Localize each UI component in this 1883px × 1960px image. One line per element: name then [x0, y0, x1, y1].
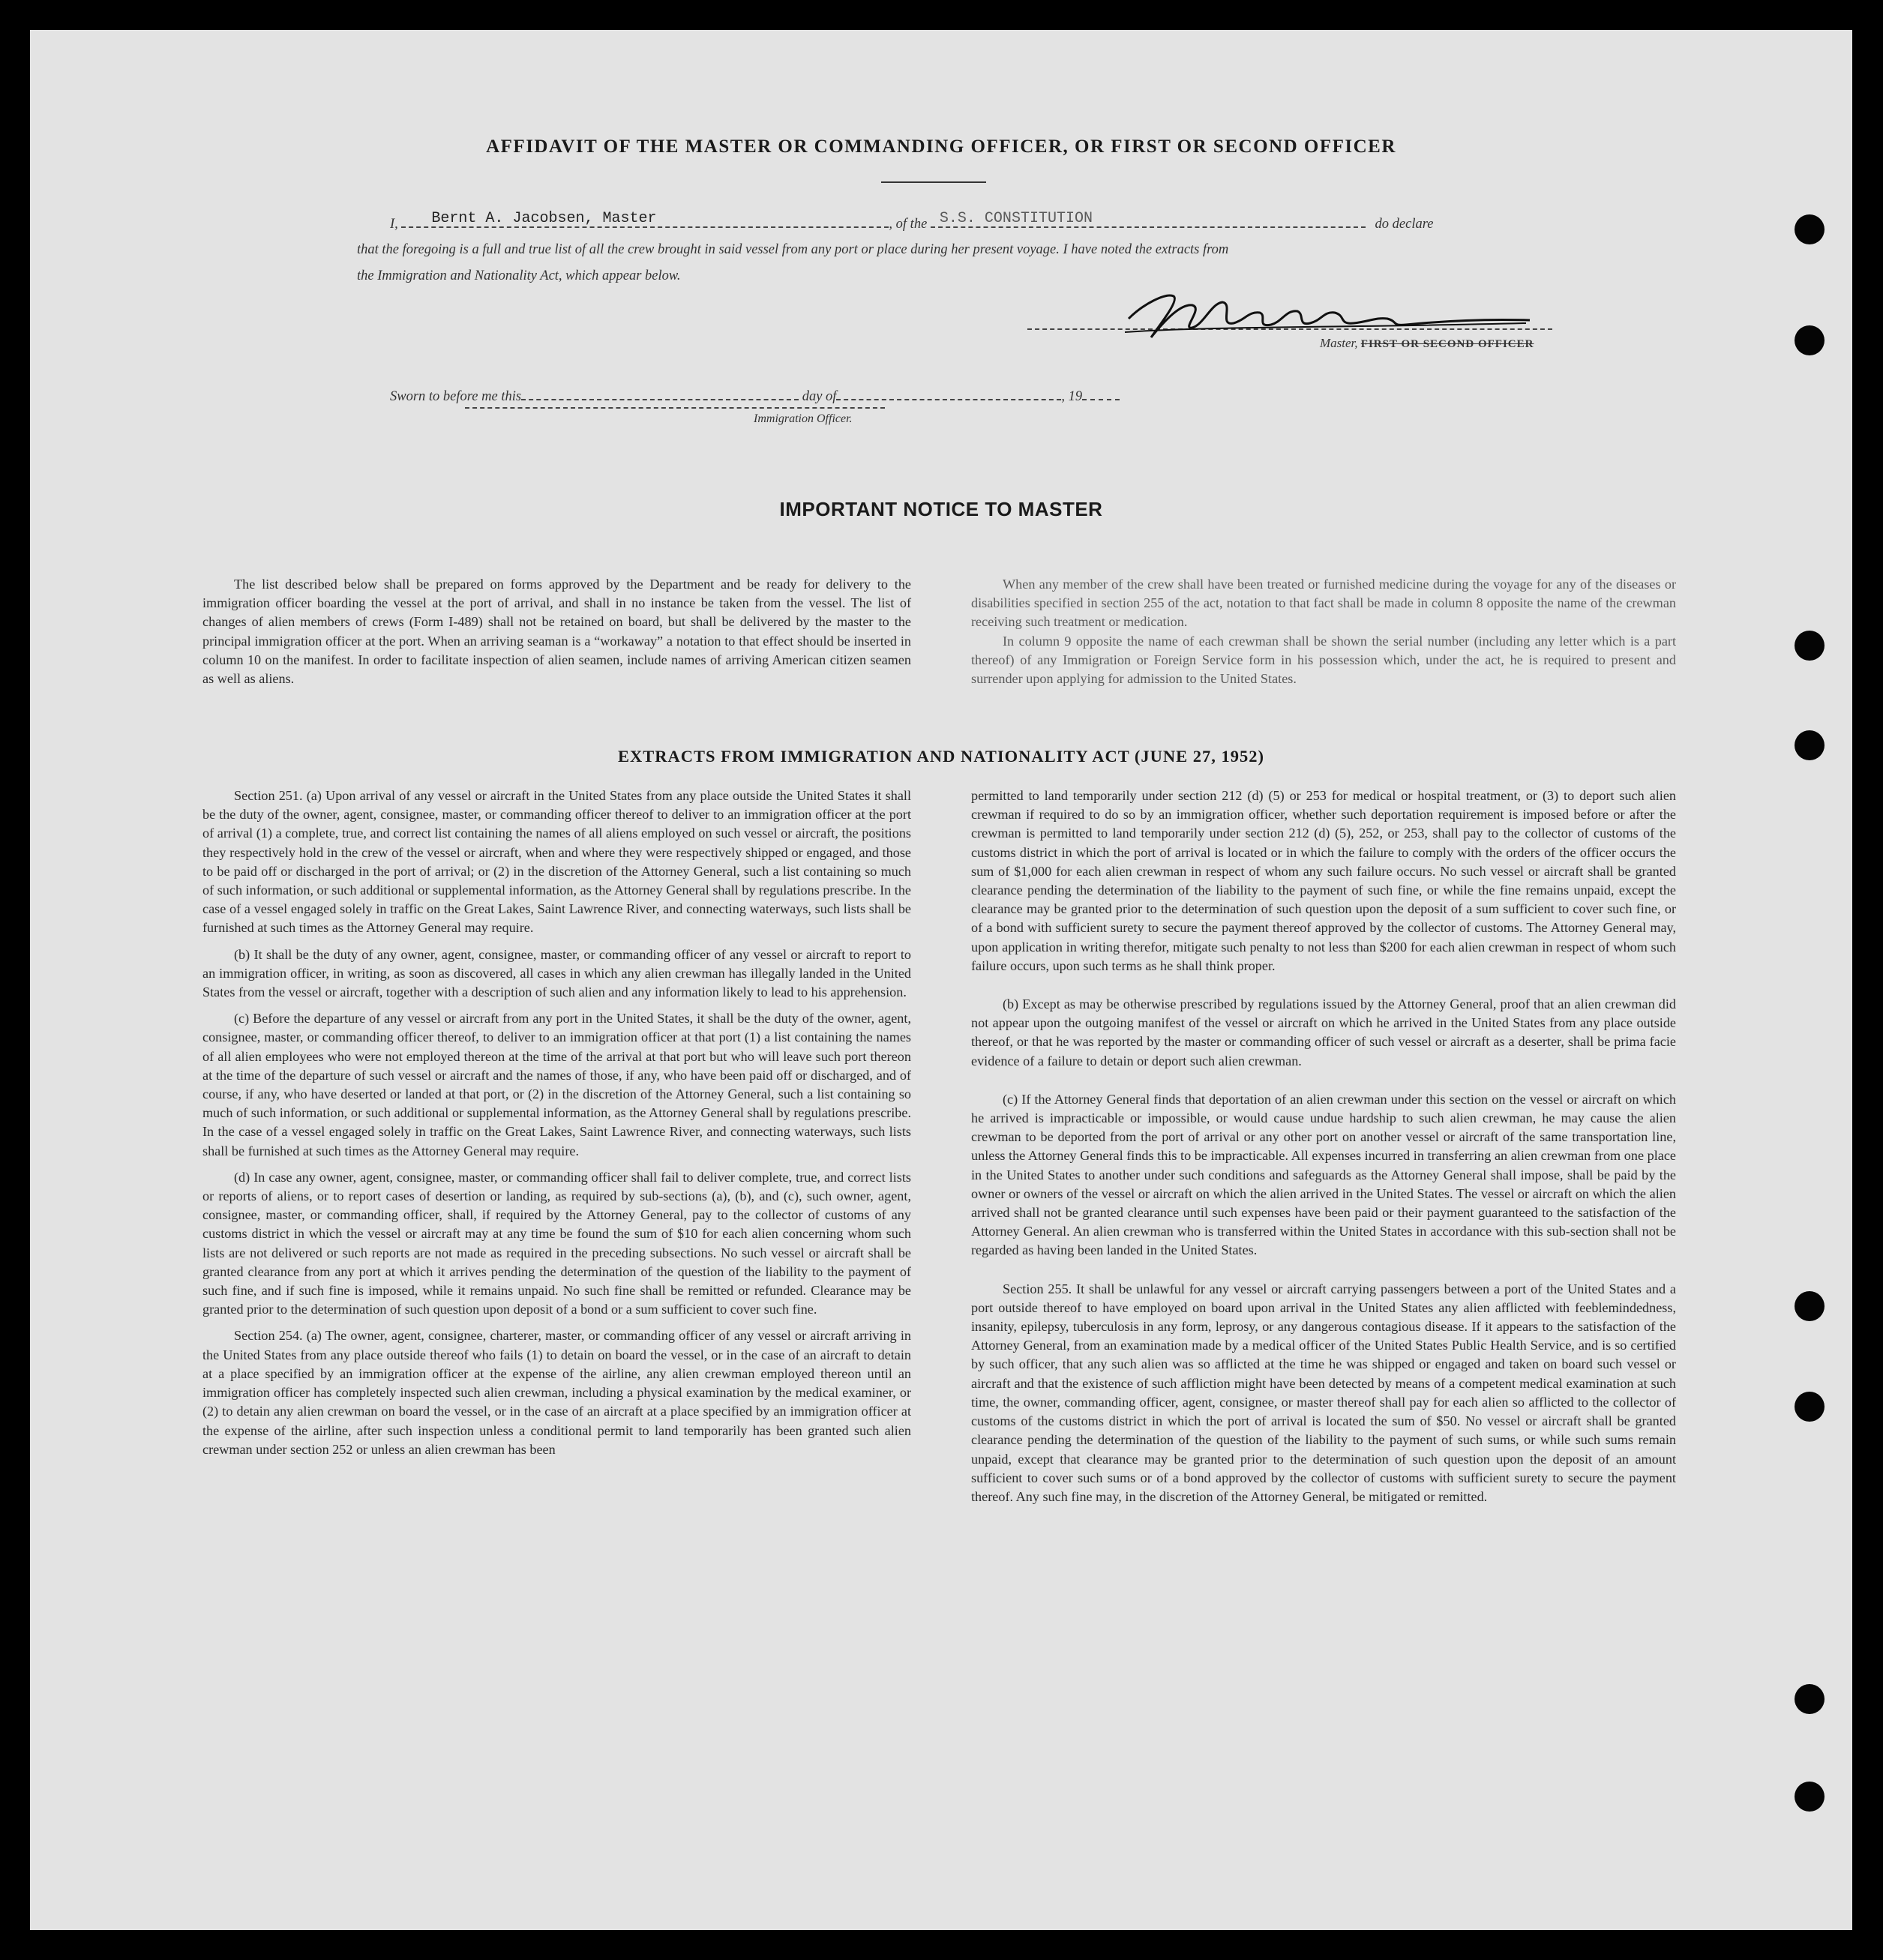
notice-paragraph: In column 9 opposite the name of each crewman shall be shown the serial number (including any letter which is a part thereof) of any Immigration or Foreign Service form in his possession which, under the act, he is required to present and surrender upon applying for admission to the United States.	[971, 633, 1676, 687]
extracts-right-column	[971, 787, 1676, 1514]
master-name: Bernt A. Jacobsen, Master	[431, 210, 657, 227]
vessel-name-field	[931, 210, 1366, 228]
extract-paragraph: (c) Before the departure of any vessel or aircraft from any port in the United States, it shall be the duty of the owner, agent, consignee, master, or commanding officer thereof, to deliver to an immigration officer at that port (1) a list containing the names of all alien employees who were not employed thereon at the time of the arrival at that port but who will leave such port thereon at the time of the departure of such vessel or aircraft and the names of those, if any, who have been paid off or discharged, and of course, if any, who have deserted or landed at that port, or (2) in the discretion of the Attorney General, such a list containing so much of such information, or such additional or supplemental information, as the Attorney General shall by regulations prescribe. In the case of a vessel engaged solely in traffic on the Great Lakes, Saint Lawrence River, and connecting waterways, such lists shall be furnished at such times as the Attorney General may require.	[202, 1011, 911, 1158]
sworn-year-field	[1082, 388, 1120, 400]
punch-hole	[1795, 325, 1825, 355]
extract-paragraph: Section 251. (a) Upon arrival of any vessel or aircraft in the United States from any place outside the United States it shall be the duty of the owner, agent, consignee, master, or commanding officer thereof to deliver to an immigration officer at the port of arrival (1) a complete, true, and correct list containing the names of all aliens employed on such vessel or aircraft, the positions they respectively hold in the crew of the vessel or aircraft, when and where they were respectively shipped or engaged, and those to be paid off or discharged in the port of arrival; or (2) in the discretion of the Attorney General, such a list containing so much of such information, or such additional or supplemental information, as the Attorney General shall by regulations prescribe. In the case of a vessel engaged solely in traffic on the Great Lakes, Saint Lawrence River, and connecting waterways, such lists shall be furnished at such times as the Attorney General may require.	[202, 788, 911, 936]
punch-hole	[1795, 631, 1825, 661]
statement-line-2: the Immigration and Nationality Act, which appear below.	[357, 268, 681, 283]
immigration-officer-line	[465, 407, 885, 409]
sworn-label: Sworn to before me this	[390, 389, 522, 404]
notice-right-column	[971, 575, 1676, 696]
vessel-name: S.S. CONSTITUTION	[939, 210, 1093, 227]
year-label: , 19	[1061, 389, 1083, 404]
extract-paragraph: permitted to land temporarily under section 212 (d) (5) or 253 for medical or hospital treatment, or (3) to deport such alien crewman if required to do so by an immigration officer, whether such deportation requirement is imposed before or after the crewman is permitted to land temporarily under section 212 (d) (5), 252, or 253, shall pay to the collector of customs of the customs district in which the port of arrival is located or in which the failure to comply with the orders of the officer occurs the sum of $1,000 for each alien crewman in respect of whom any such failure occurs. No such vessel or aircraft shall be granted clearance pending the determination of the liability to the payment of such fine, or while the fine remains unpaid, except the clearance may be granted prior to the determination of such question upon the deposit of a sum sufficient to cover such fine, or of a bond with sufficient surety to secure the payment thereof approved by the collector of customs. The Attorney General may, upon application in writing therefor, mitigate such penalty to not less than $200 for each alien crewman in respect of whom such failure occurs, upon such terms as he shall think proper.	[971, 788, 1676, 973]
punch-hole	[1795, 1392, 1825, 1422]
title-divider	[881, 181, 986, 183]
struck-officer-caption: FIRST OR SECOND OFFICER	[1360, 338, 1534, 350]
extract-paragraph: (b) Except as may be otherwise prescribed by regulations issued by the Attorney General, proof that an alien crewman did not appear upon the outgoing manifest of the vessel or aircraft on which he arrived in the United States from any place outside thereof, or that he was reported by the master or commanding officer of such vessel or aircraft as a deserter, shall be prima facie evidence of a failure to detain or deport such alien crewman.	[971, 996, 1676, 1068]
notice-left-column	[202, 575, 911, 696]
document-page	[30, 30, 1852, 1930]
extract-paragraph: (b) It shall be the duty of any owner, agent, consignee, master, or commanding officer of any vessel or aircraft to report to an immigration officer, in writing, as soon as discovered, all cases in which any alien crewman has illegally landed in the United States from the vessel or aircraft, together with a description of such alien and any information likely to lead to his apprehension.	[202, 946, 911, 1000]
master-name-field	[401, 210, 889, 228]
extract-paragraph: (c) If the Attorney General finds that deportation of an alien crewman under this section on the vessel or aircraft on which he arrived is impracticable or impossible, or would cause undue hardship to such alien crewman, he may cause the alien crewman to be deported from the port of arrival or any other port on another vessel or aircraft of the same transportation line, unless the Attorney General finds this to be impracticable. All expenses incurred in transferring an alien crewman from one place in the United States to another under such conditions and safeguards as the Attorney General shall impose, shall be paid by the owner or owners of the vessel or aircraft on which the alien arrived in the United States. The vessel or aircraft on which the alien arrived shall not be granted clearance until such expenses have been paid or their payment guaranteed to the satisfaction of the Attorney General. An alien crewman who is transferred within the United States in accordance with this sub-section shall not be regarded as having been landed in the United States.	[971, 1091, 1676, 1258]
sworn-line	[390, 388, 1120, 405]
extracts-left-column	[202, 787, 911, 1467]
extract-paragraph: (d) In case any owner, agent, consignee, master, or commanding officer shall fail to deliver complete, true, and correct lists or reports of aliens, or to report cases of desertion or landing, as required by sub-sections (a), (b), and (c), such owner, agent, consignee, master, or commanding officer, shall, if required by the Attorney General, pay to the collector of customs of any customs district in which the vessel or aircraft may at any time be found the sum of $10 for each alien concerning whom such lists are not delivered or such reports are not made as required in the preceding subsections. No such vessel or aircraft shall be granted clearance from any port at which it arrives pending the determination of the question of the liability to the payment of such fine, and if such fine is imposed, while it remains unpaid. No such fine shall be remitted or refunded. Clearance may be granted prior to the determination of such question upon deposit of a bond or a sum sufficient to cover such fine.	[202, 1169, 911, 1317]
declaration-line	[390, 210, 1434, 232]
i-label: I,	[390, 217, 398, 232]
extracts-title: EXTRACTS FROM IMMIGRATION AND NATIONALITY ACT (JUNE 27, 1952)	[617, 747, 1265, 766]
extract-paragraph: Section 254. (a) The owner, agent, consignee, charterer, master, or commanding officer of any vessel or aircraft arriving in the United States from any place outside thereof who fails (1) to detain on board the vessel, or in the case of an aircraft to detain at a place specified by an immigration officer at the expense of the airline, any alien crewman employed thereon until an immigration officer has completely inspected such alien crewman, including a physical examination by the medical examiner, or (2) to detain any alien crewman on board the vessel, or in the case of an aircraft at a place specified by an immigration officer at the expense of the airline, after such inspection unless a conditional permit to land temporarily has been granted such alien crewman under section 252 or unless an alien crewman has been	[202, 1328, 911, 1457]
sworn-day-field	[521, 388, 799, 400]
master-caption: Master,	[1320, 336, 1358, 350]
notice-paragraph: When any member of the crew shall have been treated or furnished medicine during the voyage for any of the diseases or disabilities specified in section 255 of the act, notation to that fact shall be made in column 8 opposite the name of the crewman receiving such treatment or medication.	[971, 577, 1676, 630]
signature-caption	[1320, 336, 1534, 351]
punch-hole	[1795, 1782, 1825, 1812]
punch-hole	[1795, 1291, 1825, 1321]
do-declare-label: do declare	[1375, 217, 1434, 232]
extract-paragraph: Section 255. It shall be unlawful for any vessel or aircraft carrying passengers between a port of the United States and a port outside thereof to have employed on board upon arrival in the United States any alien afflicted with feeblemindedness, insanity, epilepsy, tuberculosis in any form, leprosy, or any dangerous contagious disease. If it appears to the satisfaction of the Attorney General, from an examination made by a medical officer of the United States Public Health Service, and is so certified by such officer, that any such alien was so afflicted at the time he was shipped or engaged and taken on board such vessel or aircraft and that the existence of such affliction might have been detected by means of a competent medical examination at such time, the owner, commanding officer, agent, consignee, or master thereof shall pay for each alien so afflicted to the collector of customs of the customs district in which the port of arrival is located the sum of $50. No vessel or aircraft shall be granted clearance pending the determination of the question of the liability to the payment of such sums, or while such sums remain unpaid, except that clearance may be granted prior to the determination of such question upon the deposit of an amount sufficient to cover such sums or of a bond approved by the collector of customs with sufficient surety to secure the payment thereof. Any such fine may, in the discretion of the Attorney General, be mitigated or remitted.	[971, 1281, 1676, 1504]
notice-paragraph: The list described below shall be prepared on forms approved by the Department and be ready for delivery to the immigration officer boarding the vessel at the port of arrival, and shall in no instance be taken from the vessel. The list of changes of alien members of crews (Form I-489) shall not be retained on board, but shall be delivered by the master to the principal immigration officer at the port. When an arriving seaman is a “workaway” a notation to that effect should be inserted in column 10 on the manifest. In order to facilitate inspection of alien seamen, include names of arriving American citizen seamen as well as aliens.	[202, 577, 911, 687]
punch-hole	[1795, 214, 1825, 244]
punch-hole	[1795, 1684, 1825, 1714]
statement-line-1: that the foregoing is a full and true list of all the crew brought in said vessel from any port or place during her present voyage. I have noted the extracts from	[357, 242, 1229, 257]
notice-title: IMPORTANT NOTICE TO MASTER	[779, 498, 1103, 520]
of-the-label: , of the	[889, 217, 928, 232]
immigration-officer-caption: Immigration Officer.	[754, 412, 853, 425]
affidavit-title: AFFIDAVIT OF THE MASTER OR COMMANDING OFFICER, OR FIRST OR SECOND OFFICER	[486, 136, 1396, 157]
day-of-label: day of	[802, 389, 837, 404]
sworn-month-field	[836, 388, 1061, 400]
